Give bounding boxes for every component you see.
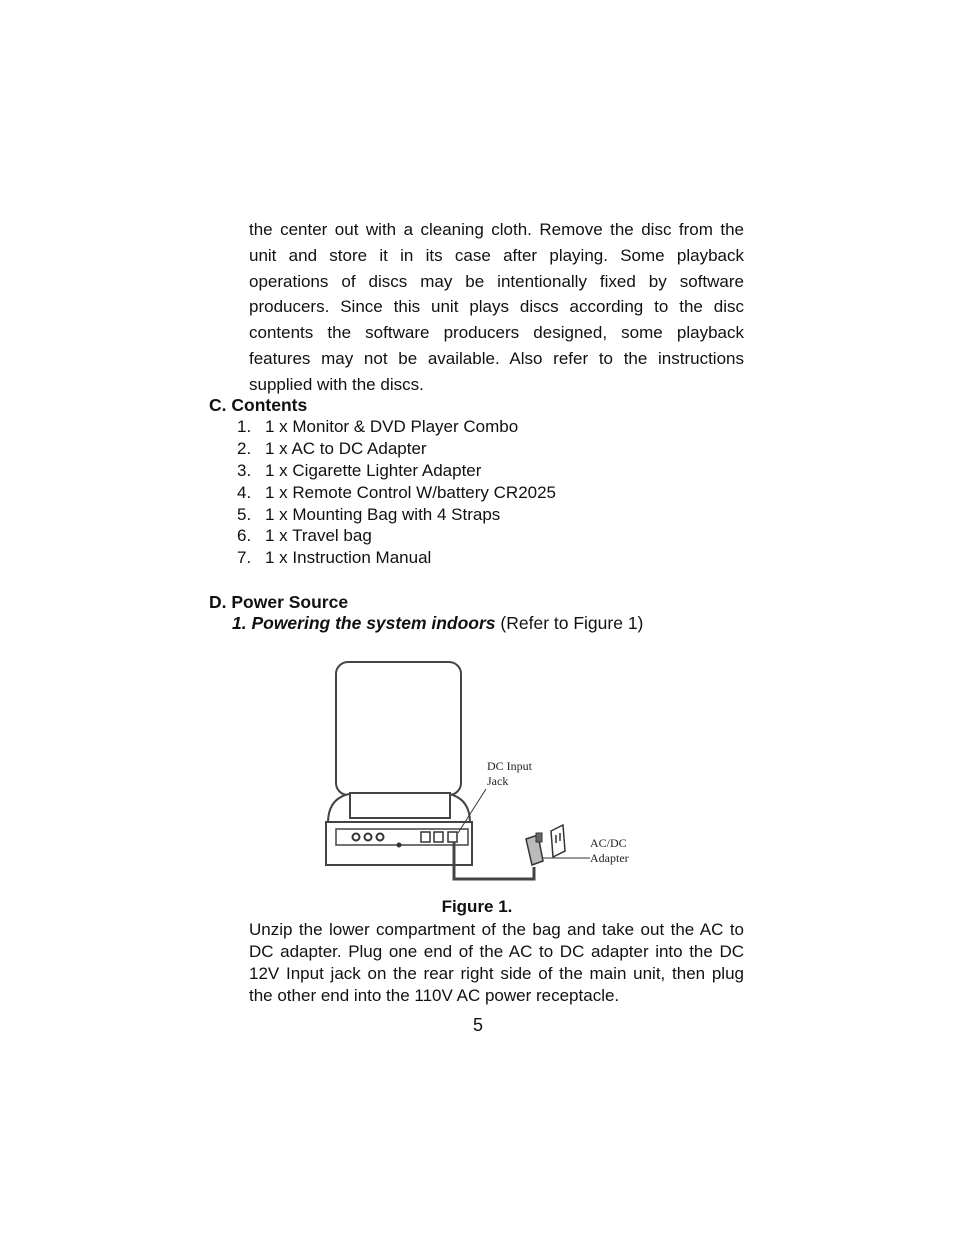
label-jack: Jack — [487, 774, 509, 788]
list-item: 1. 1 x Monitor & DVD Player Combo — [237, 417, 519, 436]
contents-heading: C. Contents — [209, 395, 308, 415]
list-item: 4. 1 x Remote Control W/battery CR2025 — [237, 482, 557, 502]
monitor-hinge — [350, 793, 450, 818]
power-source-heading: D. Power Source — [209, 592, 349, 612]
list-item: 2. 1 x AC to DC Adapter — [237, 438, 427, 458]
label-adapter: Adapter — [590, 851, 629, 865]
dvd-player-power-diagram — [318, 655, 658, 890]
list-item: 5. 1 x Mounting Bag with 4 Straps — [237, 504, 501, 524]
monitor-screen — [336, 662, 461, 795]
label-dc-input: DC Input — [487, 759, 532, 773]
label-ac-dc: AC/DC — [590, 836, 627, 850]
screw — [397, 843, 402, 848]
wall-outlet — [551, 825, 565, 857]
page-number: 5 — [472, 1015, 483, 1035]
list-item: 7. 1 x Instruction Manual — [237, 548, 432, 568]
contents-list — [237, 416, 556, 569]
power-instructions: Unzip the lower compartment of the bag and take out the AC to DC adapter. Plug one end of the AC to DC adapter into the DC 12V Input jack on the rear right side of the main unit, then plug the other end into the 110V AC power receptacle. — [249, 920, 744, 1005]
figure-caption: Figure 1. — [441, 897, 513, 916]
power-subheading: 1. Powering the system indoors (Refer to Figure 1) — [232, 613, 644, 633]
list-item: 3. 1 x Cigarette Lighter Adapter — [237, 460, 482, 480]
list-item: 6. 1 x Travel bag — [237, 526, 372, 546]
intro-paragraph: the center out with a cleaning cloth. Remove the disc from the unit and store it in its case after playing. Some playback operations of discs may be intentionally fixed by software producers. Since this unit plays discs according to the disc contents the software producers designed, some playback features may not be available. Also refer to the instructions supplied with the discs. — [249, 220, 744, 394]
figure-1-illustration — [318, 655, 658, 890]
adapter-prong — [536, 833, 542, 842]
